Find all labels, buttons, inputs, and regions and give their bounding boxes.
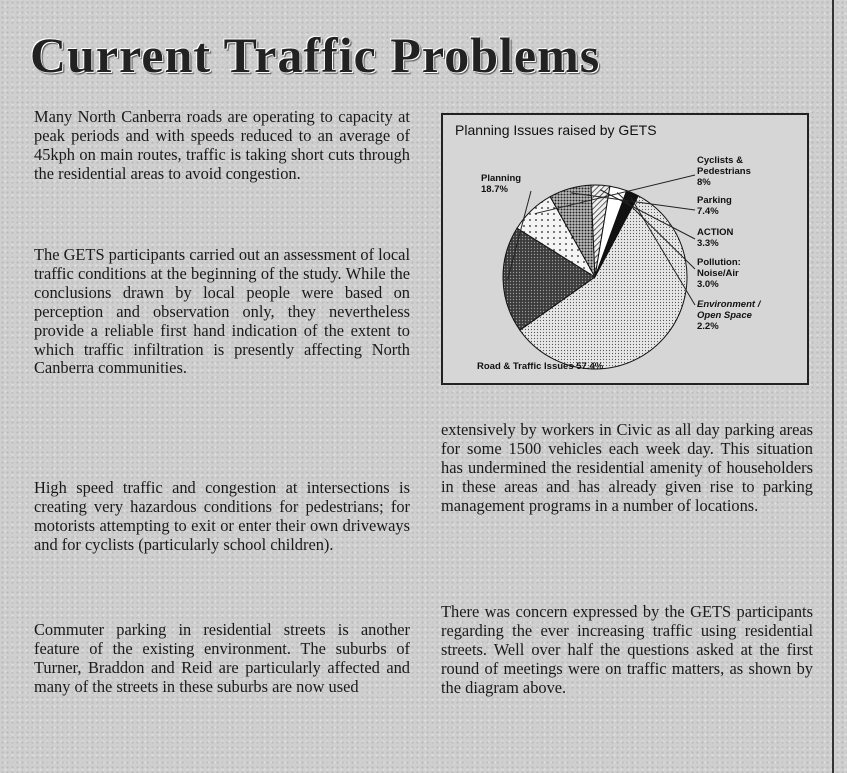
slice-label-pollution-noise-air-label2: Noise/Air (697, 268, 739, 279)
page-title: Current Traffic Problems (30, 27, 601, 83)
chart-title: Planning Issues raised by GETS (455, 122, 657, 138)
slice-label-cyclists-pedestrians-pct: 8% (697, 177, 711, 188)
slice-label-environment-open-space-label: Environment / (697, 299, 761, 310)
pie-chart (443, 115, 807, 383)
page-edge-rule (832, 0, 834, 773)
slice-label-action-pct: 3.3% (697, 238, 719, 249)
slice-label-pollution-noise-air-pct: 3.0% (697, 279, 719, 290)
slice-label-parking-label: Parking (697, 195, 732, 206)
paragraph-commuter-parking: Commuter parking in residential streets is another feature of the existing environment. The suburbs of Turner, Braddon and Reid are particularly affected and many of the streets in these suburbs are now used (34, 620, 410, 696)
slice-label-parking-pct: 7.4% (697, 206, 719, 217)
paragraph-assessment: The GETS participants carried out an assessment of local traffic conditions at the beginning of the study. While the conclusions drawn by local people were based on perception and observation only, they nevertheless provide a reliable first hand indication of the extent to which traffic infiltration is presently affecting North Canberra communities. (34, 245, 410, 378)
slice-label-environment-open-space-pct: 2.2% (697, 321, 719, 332)
paragraph-concern: There was concern expressed by the GETS participants regarding the ever increasing traffic using residential streets. Well over half the questions asked at the first round of meetings were on traffic matters, as shown by the diagram above. (441, 602, 813, 697)
slice-label-planning-pct: 18.7% (481, 184, 508, 195)
slice-label-road-traffic-issues-label: Road & Traffic Issues 57.4% (477, 361, 604, 372)
slice-label-cyclists-pedestrians-label: Cyclists & (697, 155, 743, 166)
slice-label-planning-label: Planning (481, 173, 522, 184)
slice-label-action-label: ACTION (697, 227, 734, 238)
pie-chart-box (441, 113, 809, 385)
paragraph-traffic-capacity: Many North Canberra roads are operating to capacity at peak periods and with speeds reduced to an average of 45kph on main routes, traffic is taking short cuts through the residential areas to avoid congestion. (34, 107, 410, 183)
slice-label-environment-open-space-label2: Open Space (697, 310, 752, 321)
paragraph-hazards: High speed traffic and congestion at intersections is creating very hazardous conditions for pedestrians; for motorists attempting to exit or enter their own driveways and for cyclists (particularly school children). (34, 478, 410, 554)
slice-label-pollution-noise-air-label: Pollution: (697, 257, 741, 268)
paragraph-parking-continued: extensively by workers in Civic as all day parking areas for some 1500 vehicles each week day. This situation has undermined the residential amenity of householders in these areas and has already given rise to parking management programs in a number of locations. (441, 420, 813, 515)
slice-label-cyclists-pedestrians-label2: Pedestrians (697, 166, 751, 177)
